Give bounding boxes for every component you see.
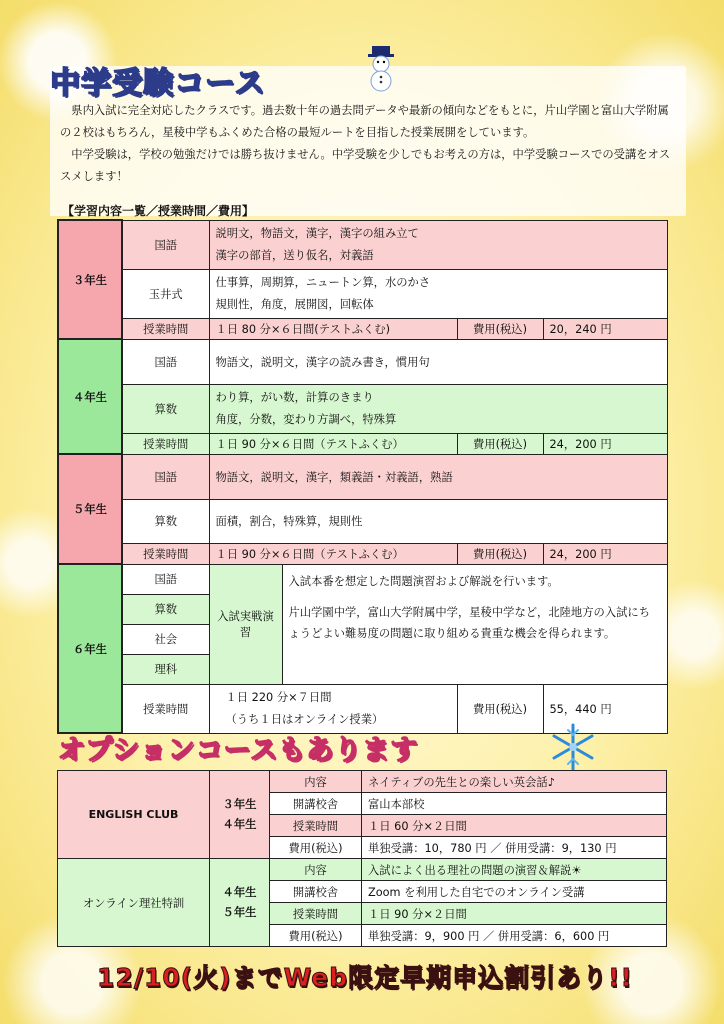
subject-name: 算数: [122, 384, 209, 433]
option-table: [57, 770, 667, 947]
lesson-time-value: １日 90 分×６日間（テストふくむ）: [209, 543, 457, 564]
subject-content: 仕事算，周期算，ニュートン算，水のかさ 規則性，角度，展開図，回転体: [209, 269, 667, 318]
option-row-label: 授業時間: [270, 903, 362, 925]
lesson-time-label: 授業時間: [122, 684, 209, 733]
lesson-time-value: １日 80 分×６日間(テストふくむ): [209, 318, 457, 339]
fee-label: 費用(税込): [457, 433, 543, 454]
option-grades: ３年生 ４年生: [210, 771, 270, 859]
page-title: 中学受験コース: [50, 66, 266, 101]
fee-value: 20，240 円: [543, 318, 667, 339]
option-row-value: 単独受講：10，780 円 ／ 併用受講：9，130 円: [362, 837, 667, 859]
practice-label: 入試実戦演習: [209, 564, 282, 684]
subject-content: 物語文，説明文，漢字の読み書き，慣用句: [209, 339, 667, 384]
lesson-time-label: 授業時間: [122, 543, 209, 564]
subject-name: 国語: [122, 339, 209, 384]
section-heading: 【学習内容一覧／授業時間／費用】: [62, 204, 255, 218]
grade-3-label: ３年生: [58, 220, 122, 339]
subject-content: わり算，がい数，計算のきまり 角度，分数，変わり方調べ，特殊算: [209, 384, 667, 433]
subject-name: 国語: [122, 564, 209, 594]
option-row-value: 富山本部校: [362, 793, 667, 815]
option-row-value: 入試によく出る理社の問題の演習＆解説☀: [362, 859, 667, 881]
option-row-value: Zoom を利用した自宅でのオンライン受講: [362, 881, 667, 903]
option-row-value: １日 60 分×２日間: [362, 815, 667, 837]
subject-content: 物語文，説明文，漢字，類義語・対義語，熟語: [209, 454, 667, 499]
option-row-label: 開講校舎: [270, 793, 362, 815]
option-row-label: 内容: [270, 859, 362, 881]
subject-name: 玉井式: [122, 269, 209, 318]
option-name-online-science: オンライン理社特訓: [58, 859, 210, 947]
option-row-label: 内容: [270, 771, 362, 793]
option-row-label: 費用(税込): [270, 925, 362, 947]
subject-name: 国語: [122, 220, 209, 269]
subject-name: 理科: [122, 654, 209, 684]
fee-value: 55，440 円: [543, 684, 667, 733]
lesson-time-value: １日 220 分×７日間 （うち１日はオンライン授業）: [209, 684, 457, 733]
fee-value: 24，200 円: [543, 543, 667, 564]
subject-name: 国語: [122, 454, 209, 499]
snowman-icon: [364, 44, 398, 92]
grade-6-label: ６年生: [58, 564, 122, 733]
practice-description: 入試本番を想定した問題演習および解説を行います。 片山学園中学，富山大学附属中学，星稜中学など，北陸地方の入試にちょうどよい難易度の問題に取り組める貴重な機会を得られます。: [282, 564, 667, 684]
subject-name: 算数: [122, 499, 209, 543]
option-row-label: 授業時間: [270, 815, 362, 837]
intro-text: [60, 100, 680, 188]
fee-value: 24，200 円: [543, 433, 667, 454]
fee-label: 費用(税込): [457, 543, 543, 564]
option-row-label: 開講校舎: [270, 881, 362, 903]
option-name-english-club: ENGLISH CLUB: [58, 771, 210, 859]
fee-label: 費用(税込): [457, 684, 543, 733]
subject-name: 算数: [122, 594, 209, 624]
intro-paragraph-2: 中学受験は，学校の勉強だけでは勝ち抜けません。中学受験を少しでもお考えの方は，中学受験コースでの受講をオススメします！: [60, 148, 671, 183]
lesson-time-label: 授業時間: [122, 433, 209, 454]
option-row-value: ネイティブの先生との楽しい英会話♪: [362, 771, 667, 793]
subject-name: 社会: [122, 624, 209, 654]
subject-content: 面積，割合，特殊算，規則性: [209, 499, 667, 543]
fee-label: 費用(税込): [457, 318, 543, 339]
course-table: [57, 219, 668, 734]
option-grades: ４年生 ５年生: [210, 859, 270, 947]
option-row-value: １日 90 分×２日間: [362, 903, 667, 925]
lesson-time-value: １日 90 分×６日間（テストふくむ）: [209, 433, 457, 454]
grade-5-label: ５年生: [58, 454, 122, 564]
grade-4-label: ４年生: [58, 339, 122, 454]
intro-paragraph-1: 県内入試に完全対応したクラスです。過去数十年の過去問データや最新の傾向などをもとに，片山学園と富山大学附属の２校はもちろん，星稜中学もふくめた合格の最短ルートを目指した授業展開をしています。: [60, 104, 669, 139]
snowflake-icon: [548, 722, 598, 772]
option-row-value: 単独受講：9，900 円 ／ 併用受講：6，600 円: [362, 925, 667, 947]
option-row-label: 費用(税込): [270, 837, 362, 859]
option-title: オプションコースもあります: [58, 735, 419, 766]
lesson-time-label: 授業時間: [122, 318, 209, 339]
early-discount-banner: 12/10(火)までWeb限定早期申込割引あり!!: [97, 963, 633, 992]
subject-content: 説明文，物語文，漢字，漢字の組み立て 漢字の部首，送り仮名，対義語: [209, 220, 667, 269]
